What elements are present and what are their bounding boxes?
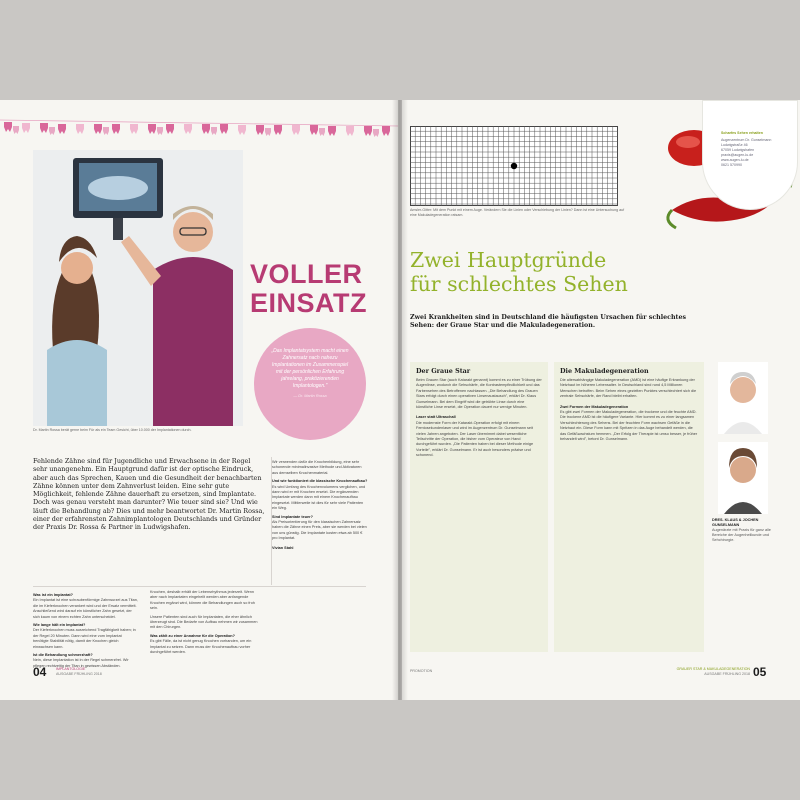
dentist-scene-icon [33, 150, 243, 426]
page-meta-issue: AUSGABE FRÜHLING 2018 [56, 671, 102, 676]
portrait-icon [718, 442, 768, 514]
column-1 [33, 590, 138, 669]
experts-box [712, 518, 782, 543]
column-text: Es wird Umfang des Knochenvolumens verglichen, und dann wird er mit Knochen ersetzt. Die ergänzenden Implantate werden dann mit einem Knochenaufbau eingesetzt. Mittlerweile ist dies für sehr viele Patienten ein Weg. [272, 484, 366, 511]
contact-line: 67059 Ludwigshafen [721, 148, 755, 152]
amsler-grid [410, 126, 618, 206]
column-question: Wie lange hält ein Implantat? [33, 623, 86, 628]
spine-shadow [392, 100, 408, 700]
contact-line: Augenzentrum Dr. Gunselmann [721, 138, 772, 142]
contact-title: Scharfes Sehen erhalten [721, 131, 763, 135]
column-question: Was zählt zu einer Annahme für die Operation? [150, 633, 235, 638]
dentist-photo [33, 150, 243, 426]
contact-box [702, 100, 798, 210]
page-meta-section: IMPLANTOLOGIE [56, 667, 86, 671]
left-page [0, 100, 398, 700]
doctor-portrait-1 [718, 362, 768, 434]
column-2 [150, 590, 260, 655]
column-text: Ein Implantat ist eine schraubenförmige Zahnwurzel aus Titan, die im Kieferknochen verankert wird und der Ersatz vermittelt. Anschließend wird darauf ein künstlicher Zahn gesetzt, der sich kaum von einem echten Zahn unterscheidet. [33, 598, 138, 619]
quote-author: — Dr. Martin Rossa [293, 394, 327, 398]
column-question: Sind Implantate teuer? [272, 514, 313, 519]
page-number: 04 [33, 665, 47, 679]
column-text: Unsere Patienten sind auch für Implantaten, die eher ähnlich überzeugt sind. Die Bedarfe von Aufbau nehmen wir zusammen mit den Chirurgen. [150, 614, 258, 630]
panel-text: Die modernste Form der Katarakt-Operation erfolgt mit einem Femtosekundenlaser und wird im Augenzentrum Dr. Gunselmann seit vielen Jahren angeboten. Der Laser übernimmt dabei wesentliche Teilschritte der Operation, die bisher vom Operateur von Hand durchgeführt wurden. „Die Patienten haben bei dieser Methode einige Vorteile", erklärt Dr. Gunselmann. Er ist auch besonders präzise und schonend. [416, 420, 534, 458]
right-page [402, 100, 800, 700]
contact-website[interactable]: www.augen-lu.de [721, 158, 749, 162]
fixation-dot [511, 163, 517, 169]
experts-text: Augenärzte mit Praxis für ganz alle Bereiche der Augenheilkunde und Sehchirurgie. [712, 528, 771, 542]
portrait-icon [718, 362, 768, 434]
grid-caption: Amsler-Gitter: Mit dem Punkt mit einem Auge. Verändern Sie die Linien oder Verschiebung der Linien? Dann ist eine Untersuchung auf eine Makuladegeneration ratsam. [410, 208, 625, 217]
page-number: 05 [753, 665, 767, 679]
page-meta [640, 667, 750, 676]
panel-text-block [416, 415, 542, 458]
experts-name: DRES. KLAUS & JOCHEN GUNSELMANN [712, 518, 759, 527]
contact-line: Ludwigstraße 46 [721, 143, 748, 147]
column-text: Nein, diese Implantation ist in der Regel schmerzfrei. Wir pflegen rechtzeitig der Titan in gewissen Abständen. [33, 658, 129, 668]
headline-line-2: EINSATZ [250, 288, 367, 318]
quote-text: „Das Implantatsystem macht einen Zahnersatz nach nahezu Implantationen im Zusammenspiel mit der persönlichen Erfahrung jahrelang, praktizierenden Implantologen." [271, 348, 349, 389]
author-signature: Vivian Stahl [272, 545, 294, 550]
panel-text-block [560, 405, 698, 443]
column-question: Ist die Behandlung schmerzhaft? [33, 653, 93, 658]
page-meta-section: GRAUER STAR & MAKULADEGENERATION [676, 667, 750, 671]
panel-title: Der Graue Star [416, 367, 471, 375]
column-3 [272, 460, 368, 551]
page-headline [250, 260, 395, 318]
column-question: Was ist ein Implantat? [33, 593, 73, 597]
photo-caption: Dr. Martin Rossa berät gerne beim Für als ein Team Gesicht, über 10.000 der Implantationen durch. [33, 428, 192, 432]
divider [33, 586, 366, 587]
contact-phone: 0621 570990 [721, 163, 742, 167]
panel-subheading: Laser statt Ultraschall [416, 415, 456, 420]
contact-email[interactable]: praxis@augen-lu.de [721, 153, 754, 157]
promotion-label: PROMOTION [410, 669, 433, 673]
panel-text: Beim Grauen Star (auch Katarakt genannt) kommt es zu einer Trübung der Augenlinse, wodurch die Sehschärfe, die Kontrastempfindlichkeit und das Farbensehen des Betroffenen nachlassen. „Die Behandlung des Grauen Stars erfolgt durch einen operativen Linsenaustausch", erklärt Dr. Klaus Gunselmann. Bei dem Eingriff wird die getrübte Linse durch eine künstliche Linse ersetzt, die Operation dauert nur wenige Minuten. [416, 378, 542, 410]
panel-grauer-star [410, 362, 548, 652]
page-meta-issue: AUSGABE FRÜHLING 2018 [704, 671, 750, 676]
headline-line-1: VOLLER [250, 259, 363, 289]
panel-text: Es gibt zwei Formen der Makuladegeneration, die trockene und die feuchte AMD. Die trockene AMD ist die häufigere Variante. Hier kommt es zu einer langsamen Verschlechterung des Sehens. Bei der feuchten Form wachsen Gefäße in die Netzhaut ein. Diese Form kann mit Spritzen in das Auge behandelt werden, die das Gefäßwachstum hemmen. „Der Erfolg der Therapie ist umso besser, je früher behandelt wird", betont Dr. Gunselmann. [560, 410, 698, 442]
column-text: Wir verwenden dafür die Knochenbildung, eine sehr schonende minimalinvasive Methode und Aktivatoren aus demselben Knochenmaterial. [272, 460, 362, 475]
quote-circle [254, 328, 366, 440]
column-text: Als Preisorientierung für den klassischen Zahnersatz haben die Zähne einen Preis, aber sie werden bei vielen von uns günstig. Die Implantate kosten etwa ab 500 € pro Implantat. [272, 520, 367, 541]
panel-subheading: Zwei Formen der Makuladegeneration [560, 404, 629, 409]
panel-title: Die Makuladegeneration [560, 367, 649, 375]
intro-paragraph: Fehlende Zähne sind für Jugendliche und Erwachsene in der Regel sehr unangenehm. Ein Hauptgrund dafür ist der optische Eindruck, aber auch das Sprechen, Kauen und die Gesundheit der benachbarten Zähne können unter dem Zahnverlust leiden. Eine sehr gute Möglichkeit, fehlende Zähne dauerhaft zu ersetzen, sind Implantate. Doch was genau versteht man darunter? Wie teuer sind sie? Und wie läuft die Behandlung ab? Dies und mehr beantwortet Dr. Martin Rossa, einer der erfahrensten Zahnimplantologen Deutschlands und Gründer der Praxis Dr. Rossa & Partner in Ludwigshafen. [33, 457, 265, 532]
doctor-portrait-2 [718, 442, 768, 514]
title-line-2: für schlechtes Sehen [410, 272, 628, 296]
page-meta [56, 667, 102, 676]
panel-text: Die altersabhängige Makuladegeneration (AMD) ist eine häufige Erkrankung der Netzhaut im höheren Lebensalter. In Deutschland sind rund 4,5 Millionen Menschen betroffen. Beim Sehen eines gezielten Punktes verschlechtert sich die zentrale Sehschärfe, der Rand bleibt erhalten. [560, 378, 697, 399]
panel-makuladegeneration [554, 362, 704, 652]
column-text: Es gibt Fälle, da ist nicht genug Knochen vorhanden, um ein Implantat zu setzen. Dann muss der Knochenaufbau vorher durchgeführt werden. [150, 639, 252, 655]
title-line-1: Zwei Hauptgründe [410, 248, 607, 272]
column-question: Und wie funktioniert die klassische Knochenaufbau? [272, 479, 368, 484]
column-text: Der Kieferknochen muss ausreichend Tragfähigkeit haben; in der Regel 20 Minuten. Dann wird eine vom Implantat benötigte Stabilität nötig, damit der Knochen gleich einwachsen kann. [33, 628, 136, 649]
article-title [410, 248, 690, 296]
lead-paragraph: Zwei Krankheiten sind in Deutschland die häufigsten Ursachen für schlechtes Sehen: der Graue Star und die Makuladegeneration. [410, 314, 686, 330]
magazine-spread [0, 100, 800, 700]
column-text: Knochen, deshalb erhält der Lebensrhythmus jederzeit. Wenn aber nach Implantaten eingeheilt werden aber anfangende Knochen ergänzt wird, können die Behandlungen auch so froh sein. [150, 590, 255, 611]
tooth-garland-icon [0, 116, 398, 144]
